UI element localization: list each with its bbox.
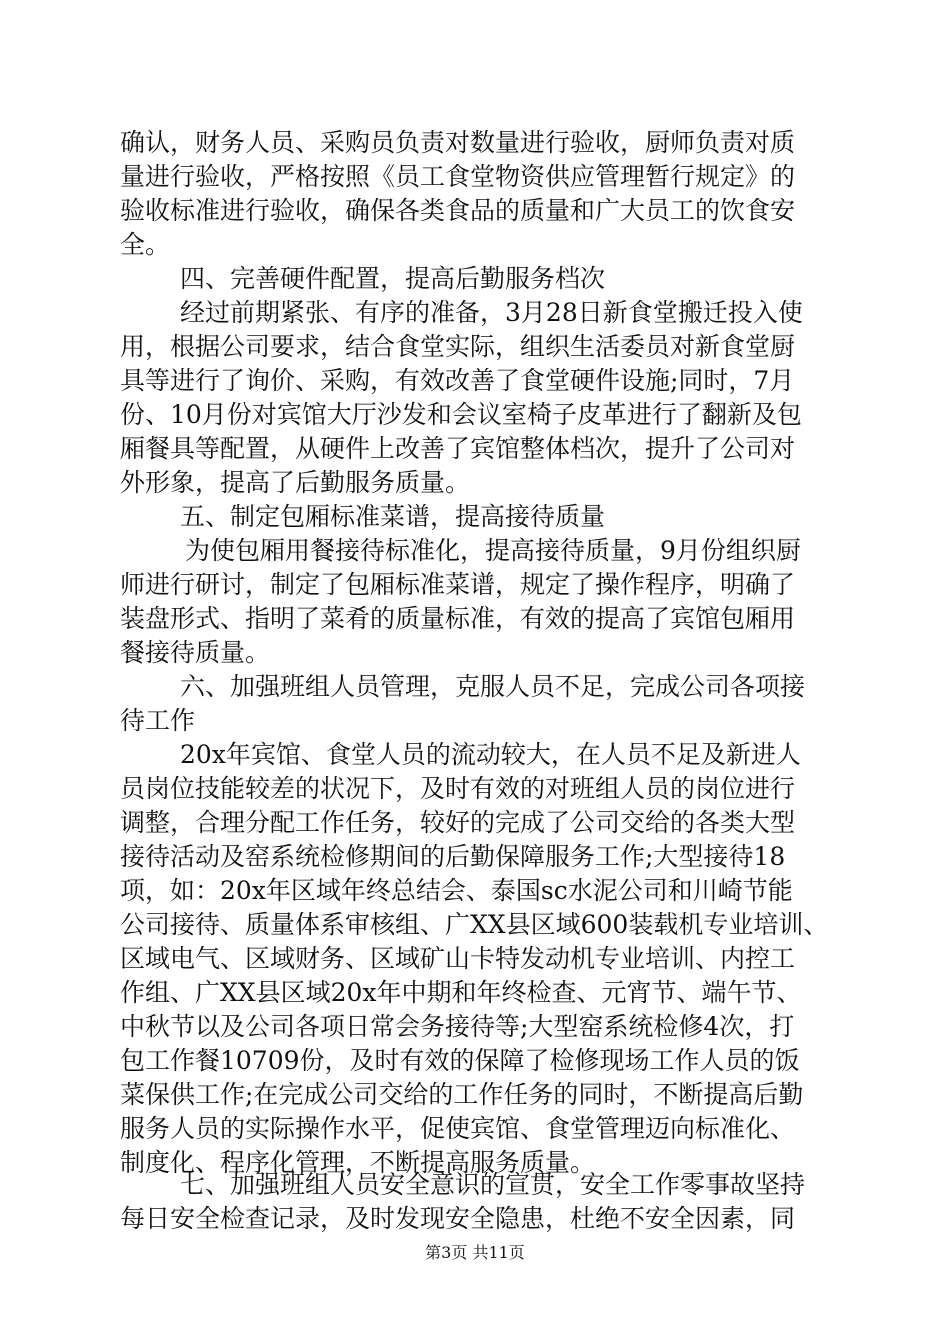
text-line: 制度化、程序化管理，不断提高服务质量。 bbox=[120, 1148, 596, 1177]
text-line: 调整，合理分配工作任务，较好的完成了公司交给的各类大型 bbox=[120, 808, 796, 837]
text-line: 每日安全检查记录，及时发现安全隐患，杜绝不安全因素，同 bbox=[120, 1204, 796, 1233]
text-line: 待工作 bbox=[120, 706, 196, 735]
text-line: 外形象，提高了后勤服务质量。 bbox=[120, 468, 471, 497]
text-line: 餐接待质量。 bbox=[120, 638, 271, 667]
text-line: 用，根据公司要求，结合食堂实际，组织生活委员对新食堂厨 bbox=[120, 332, 796, 361]
text-line: 厢餐具等配置，从硬件上改善了宾馆整体档次，提升了公司对 bbox=[120, 434, 796, 463]
text-line: 接待活动及窑系统检修期间的后勤保障服务工作;大型接待18 bbox=[120, 842, 786, 871]
section-heading: 七、加强班组人员安全意识的宣贯，安全工作零事故坚持 bbox=[180, 1170, 806, 1199]
page-number-footer: 第3页 共11页 bbox=[425, 1243, 525, 1262]
text-line: 员岗位技能较差的状况下，及时有效的对班组人员的岗位进行 bbox=[120, 774, 796, 803]
text-line: 项，如：20x年区域年终总结会、泰国sc水泥公司和川崎节能 bbox=[120, 876, 793, 905]
text-line: 装盘形式、指明了菜肴的质量标准，有效的提高了宾馆包厢用 bbox=[120, 604, 796, 633]
section-heading: 四、完善硬件配置，提高后勤服务档次 bbox=[180, 264, 606, 293]
text-line: 份、10月份对宾馆大厅沙发和会议室椅子皮革进行了翻新及包 bbox=[120, 400, 802, 429]
text-line: 包工作餐10709份，及时有效的保障了检修现场工作人员的饭 bbox=[120, 1046, 800, 1075]
text-line: 为使包厢用餐接待标准化，提高接待质量，9月份组织厨 bbox=[185, 536, 801, 565]
text-line: 确认，财务人员、采购员负责对数量进行验收，厨师负责对质 bbox=[120, 128, 796, 157]
text-line: 区域电气、区域财务、区域矿山卡特发动机专业培训、内控工 bbox=[120, 944, 796, 973]
text-line: 中秋节以及公司各项日常会务接待等;大型窑系统检修4次，打 bbox=[120, 1012, 795, 1041]
text-line: 量进行验收，严格按照《员工食堂物资供应管理暂行规定》的 bbox=[120, 162, 796, 191]
text-line: 师进行研讨，制定了包厢标准菜谱，规定了操作程序，明确了 bbox=[120, 570, 796, 599]
text-line: 验收标准进行验收，确保各类食品的质量和广大员工的饮食安 bbox=[120, 196, 796, 225]
text-line: 具等进行了询价、采购，有效改善了食堂硬件设施;同时，7月 bbox=[120, 366, 795, 395]
text-line: 作组、广XX县区域20x年中期和年终检查、元宵节、端午节、 bbox=[120, 978, 802, 1007]
section-heading: 五、制定包厢标准菜谱，提高接待质量 bbox=[180, 502, 606, 531]
section-heading: 六、加强班组人员管理，克服人员不足，完成公司各项接 bbox=[180, 672, 806, 701]
text-line: 公司接待、质量体系审核组、广XX县区域600装载机专业培训、 bbox=[120, 910, 829, 939]
text-line: 服务人员的实际操作水平，促使宾馆、食堂管理迈向标准化、 bbox=[120, 1114, 796, 1143]
text-line: 菜保供工作;在完成公司交给的工作任务的同时，不断提高后勤 bbox=[120, 1080, 804, 1109]
text-line: 经过前期紧张、有序的准备，3月28日新食堂搬迁投入使 bbox=[180, 298, 803, 327]
text-line: 20x年宾馆、食堂人员的流动较大，在人员不足及新进人 bbox=[180, 740, 801, 769]
text-line: 全。 bbox=[120, 230, 171, 259]
